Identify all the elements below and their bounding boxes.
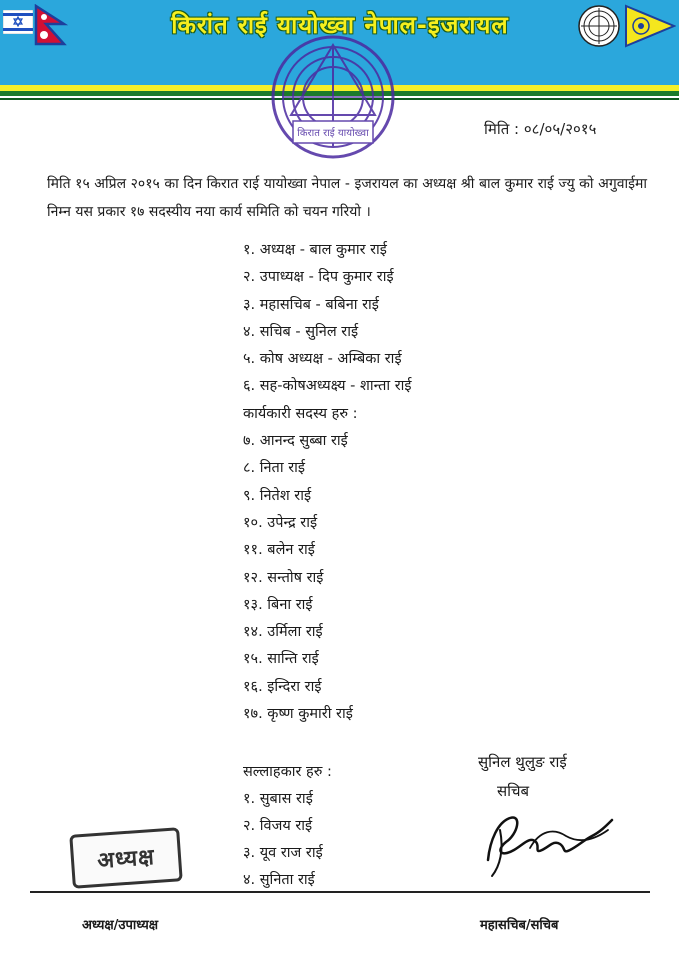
advisors-heading: सल्लाहकार हरु : <box>243 764 332 780</box>
footer-left-label: अध्यक्ष/उपाध्यक्ष <box>82 918 159 933</box>
list-item: १०. उपेन्द्र राई <box>243 514 318 531</box>
list-item: ४. सचिब - सुनिल राई <box>243 323 359 340</box>
list-item: १. सुबास राई <box>243 791 313 807</box>
intro-paragraph: मिति १५ अप्रिल २०१५ का दिन किरात राई यायोख्वा नेपाल - इजरायल का अध्यक्ष श्री बाल कुमार राई ज्यु को अगुवाईमा निम्न यस प्रकार १७ सदस्यीय नया कार्य समिति को चयन गरियो । <box>47 176 647 220</box>
list-item: ९. नितेश राई <box>243 487 312 504</box>
committee-list <box>243 237 412 728</box>
list-item: ७. आनन्द सुब्बा राई <box>243 433 348 450</box>
israel-flag-icon <box>3 10 33 38</box>
organization-title: किरांत राई यायोख्वा नेपाल-इजरायल <box>171 11 509 39</box>
list-item: २. विजय राई <box>243 818 313 834</box>
footer-right-label: महासचिब/सचिब <box>480 918 559 933</box>
list-item: ८. निता राई <box>243 460 305 477</box>
list-item: १२. सन्तोष राई <box>243 569 324 586</box>
list-item: ५. कोष अध्यक्ष - अम्बिका राई <box>243 351 402 368</box>
signatory-name: सुनिल थुलुङ राई <box>478 753 567 771</box>
list-item: १५. सान्ति राई <box>243 651 319 668</box>
seal-text: किरात राई यायोख्वा <box>297 128 369 139</box>
advisors-list <box>243 786 323 894</box>
list-item: ३. यूव राज राई <box>243 845 323 861</box>
stamp-text: अध्यक्ष <box>96 845 156 874</box>
list-item: १७. कृष्ण कुमारी राई <box>243 706 353 723</box>
nepal-flag-icon <box>34 4 68 50</box>
organization-seal <box>258 35 408 169</box>
list-item: १३. बिना राई <box>243 596 313 613</box>
list-item: ११. बलेन राई <box>243 542 315 559</box>
list-item: २. उपाध्यक्ष - दिप कुमार राई <box>243 269 394 286</box>
handwritten-signature <box>470 800 620 884</box>
executive-members-heading: कार्यकारी सदस्य हरु : <box>243 405 358 422</box>
signatory-role: सचिब <box>497 782 530 800</box>
organization-emblem-icon <box>577 4 621 52</box>
list-item: ३. महासचिब - बबिना राई <box>243 296 379 313</box>
list-item: ४. सुनिता राई <box>243 872 315 888</box>
list-item: ६. सह-कोषअध्यक्ष्य - शान्ता राई <box>243 378 412 395</box>
list-item: १४. उर्मिला राई <box>243 624 323 641</box>
list-item: १६. इन्दिरा राई <box>243 678 322 695</box>
list-item: १. अध्यक्ष - बाल कुमार राई <box>243 242 387 258</box>
document-date: मिति : ०८/०५/२०१५ <box>484 120 597 138</box>
stamp-frame <box>69 827 182 889</box>
yellow-pennant-icon <box>624 4 676 54</box>
footer-divider <box>30 891 650 893</box>
chairman-stamp <box>71 831 181 885</box>
